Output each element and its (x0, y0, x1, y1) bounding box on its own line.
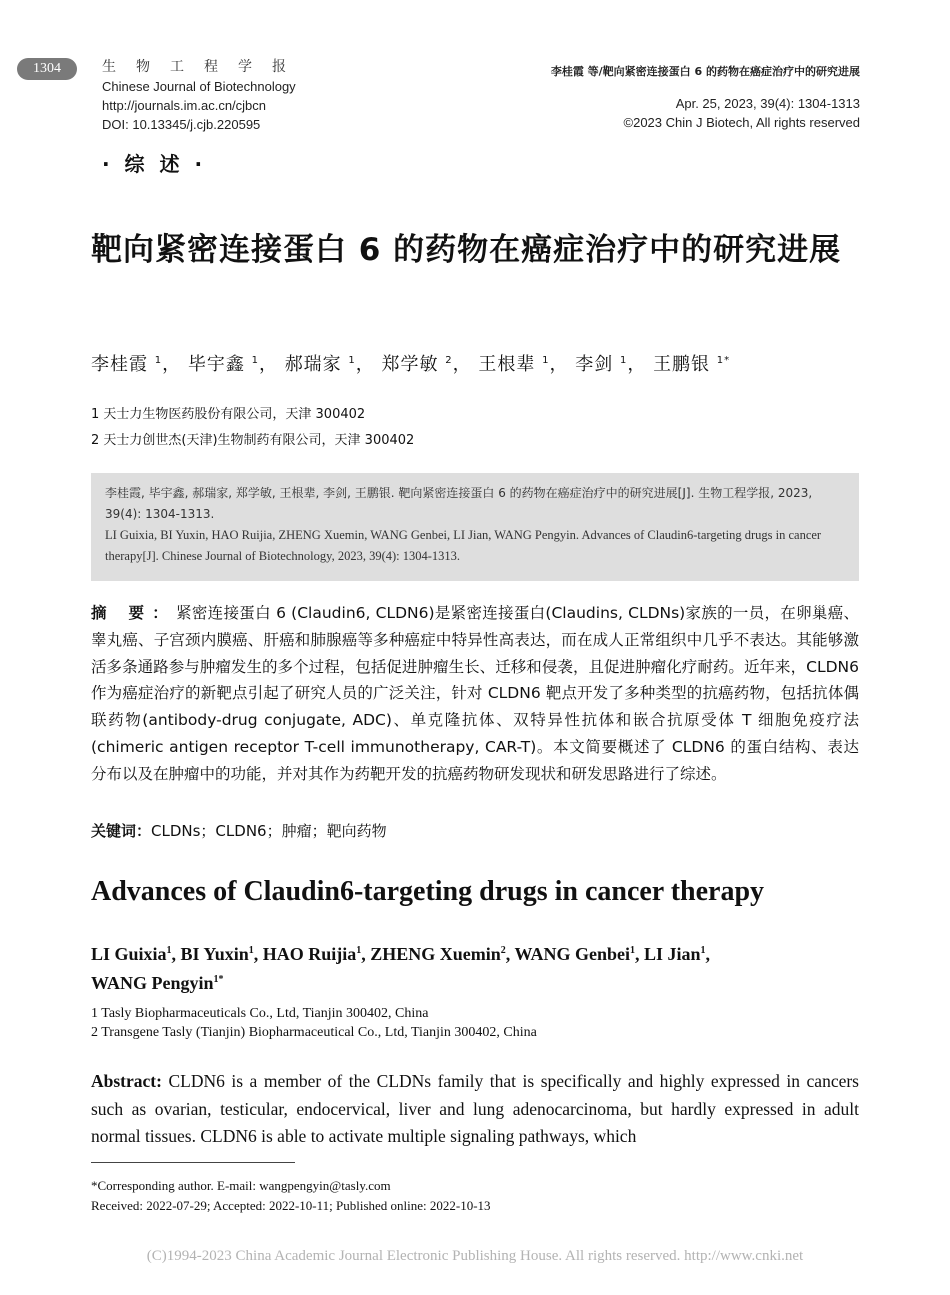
cnki-watermark: (C)1994-2023 China Academic Journal Electronic Publishing House. All rights reserved. http://www.cnki.net (146, 1248, 804, 1264)
author-name: 郝瑞家 (284, 354, 342, 375)
author-affiliation-mark: 1 (154, 355, 163, 366)
authors-en: LI Guixia$^1$, BI Yuxin$^1$, HAO Ruijia$^1$, ZHENG Xuemin$^2$, WANG Genbei$^1$, LI Jian$^1$, WANG Pengyin$^{1*}$ (91, 944, 711, 993)
author-name: LI Guixia (91, 944, 167, 964)
journal-header (102, 58, 306, 134)
author-name: ZHENG Xuemin (370, 944, 501, 964)
journal-name-cn: 生物工程学报 (102, 59, 306, 75)
affiliation: 2 天士力创世杰(天津)生物制药有限公司，天津 300402 (91, 433, 415, 448)
page-number-badge: 1304 (17, 58, 77, 80)
author-affiliation-mark: 1 (542, 355, 550, 366)
author-affiliation-mark: 1 (619, 355, 628, 366)
author-name: LI Jian (644, 944, 701, 964)
author-affiliation-mark: 1 (700, 945, 706, 956)
running-title: 李桂霞 等/靶向紧密连接蛋白 6 的药物在癌症治疗中的研究进展 (550, 65, 860, 78)
author-affiliation-mark: 1* (213, 974, 224, 985)
citation-cn: 李桂霞, 毕宇鑫, 郝瑞家, 郑学敏, 王根辈, 李剑, 王鹏银. 靶向紧密连接蛋白 6 的药物在癌症治疗中的研究进展[J]. 生物工程学报, 2023, 39(4): 1304-1313. (105, 486, 813, 521)
citation-en: LI Guixia, BI Yuxin, HAO Ruijia, ZHENG Xuemin, WANG Genbei, LI Jian, WANG Pengyin. Advances of Claudin6-targeting drugs in cancer therapy[J]. Chinese Journal of Biotechnology, 2023, 39(4): 1304-1313. (105, 528, 822, 563)
keywords-cn-text: CLDNs；CLDN6；肿瘤；靶向药物 (151, 822, 387, 840)
title-en: Advances of Claudin6-targeting drugs in cancer therapy (91, 876, 765, 907)
journal-url[interactable]: http://journals.im.ac.cn/cjbcn (102, 98, 267, 113)
author-affiliation-mark: 1 (251, 355, 259, 366)
copyright: ©2023 Chin J Biotech, All rights reserved (623, 115, 860, 130)
corresponding-author: *Corresponding author. E-mail: wangpengyin@tasly.com (91, 1178, 391, 1193)
author-name: HAO Ruijia (262, 944, 357, 964)
author-affiliation-mark: 1 (166, 945, 172, 956)
author-name: BI Yuxin (180, 944, 249, 964)
author-name: 毕宇鑫 (187, 354, 245, 375)
date-volume: Apr. 25, 2023, 39(4): 1304-1313 (675, 95, 860, 111)
affiliations-cn (91, 402, 414, 454)
affiliations-en (91, 1004, 537, 1042)
journal-name-en: Chinese Journal of Biotechnology (102, 79, 296, 94)
author-affiliation-mark: 1 (630, 945, 635, 956)
authors-cn: 李桂霞 $^1$， 毕宇鑫 $^1$， 郝瑞家 $^1$， 郑学敏 $^2$， 王根辈 $^1$， 李剑 $^1$， 王鹏银 $^{1*}$ (91, 354, 731, 375)
author-name: 王鹏银 (653, 354, 711, 375)
author-name: 李桂霞 (91, 354, 148, 375)
author-affiliation-mark: 1 (248, 945, 254, 956)
footnotes (91, 1176, 491, 1215)
affiliation: 1 天士力生物医药股份有限公司，天津 300402 (91, 407, 366, 422)
author-affiliation-mark: 2 (500, 945, 506, 956)
article-header-info (551, 62, 860, 133)
abstract-cn (91, 600, 859, 788)
author-name: WANG Pengyin (91, 973, 214, 993)
keywords-cn (91, 820, 387, 841)
keywords-cn-label: 关键词： (91, 822, 152, 840)
citation-box (91, 473, 859, 581)
author-affiliation-mark: 2 (445, 355, 453, 366)
title-cn: 靶向紧密连接蛋白 6 的药物在癌症治疗中的研究进展 (91, 232, 842, 268)
abstract-cn-text: 紧密连接蛋白 6 (Claudin6, CLDN6)是紧密连接蛋白(Claudins, CLDNs)家族的一员，在卵巢癌、睾丸癌、子宫颈内膜癌、肝癌和肺腺癌等多种癌症中特异性高表达，而在成人正常组织中几乎不表达。其能够激活多条通路参与肿瘤发生的多个过程，包括促进肿瘤生长、迁移和侵袭，且促进肿瘤化疗耐药。近年来，CLDN6 作为癌症治疗的新靶点引起了研究人员的广泛关注，针对 CLDN6 靶点开发了多种类型的抗癌药物，包括抗体偶联药物(antibody-drug conjugate, ADC)、单克隆抗体、双特异性抗体和嵌合抗原受体 T 细胞免疫疗法(chimeric antigen receptor T-cell immunotherapy, CAR-T)。本文简要概述了 CLDN6 的蛋白结构、表达分布以及在肿瘤中的功能，并对其作为药靶开发的抗癌药物研发现状和研发思路进行了综述。 (91, 604, 859, 783)
article-dates: Received: 2022-07-29; Accepted: 2022-10-11; Published online: 2022-10-13 (91, 1197, 491, 1213)
author-name: WANG Genbei (514, 944, 630, 964)
author-affiliation-mark: 1 (348, 355, 356, 366)
section-label: · 综 述 · (102, 152, 207, 176)
author-name: 李剑 (575, 354, 614, 375)
author-affiliation-mark: 1* (716, 355, 731, 366)
abstract-en-label: Abstract: (91, 1071, 162, 1091)
author-name: 王根辈 (478, 354, 536, 375)
affiliation: 1 Tasly Biopharmaceuticals Co., Ltd, Tianjin 300402, China (91, 1006, 429, 1021)
footnote-divider (91, 1162, 295, 1163)
affiliation: 2 Transgene Tasly (Tianjin) Biopharmaceutical Co., Ltd, Tianjin 300402, China (91, 1025, 537, 1040)
doi[interactable]: DOI: 10.13345/j.cjb.220595 (102, 117, 261, 132)
abstract-en-text: CLDN6 is a member of the CLDNs family that is specifically and highly expressed in cancers such as ovarian, testicular, endocervical, liver and lung adenocarcinoma, but hardly expressed in adult normal tissues. CLDN6 is able to activate multiple signaling pathways, which (91, 1071, 859, 1146)
author-affiliation-mark: 1 (356, 945, 362, 956)
abstract-cn-label: 摘 要： (91, 604, 177, 622)
author-name: 郑学敏 (381, 354, 439, 375)
abstract-en (91, 1068, 859, 1151)
